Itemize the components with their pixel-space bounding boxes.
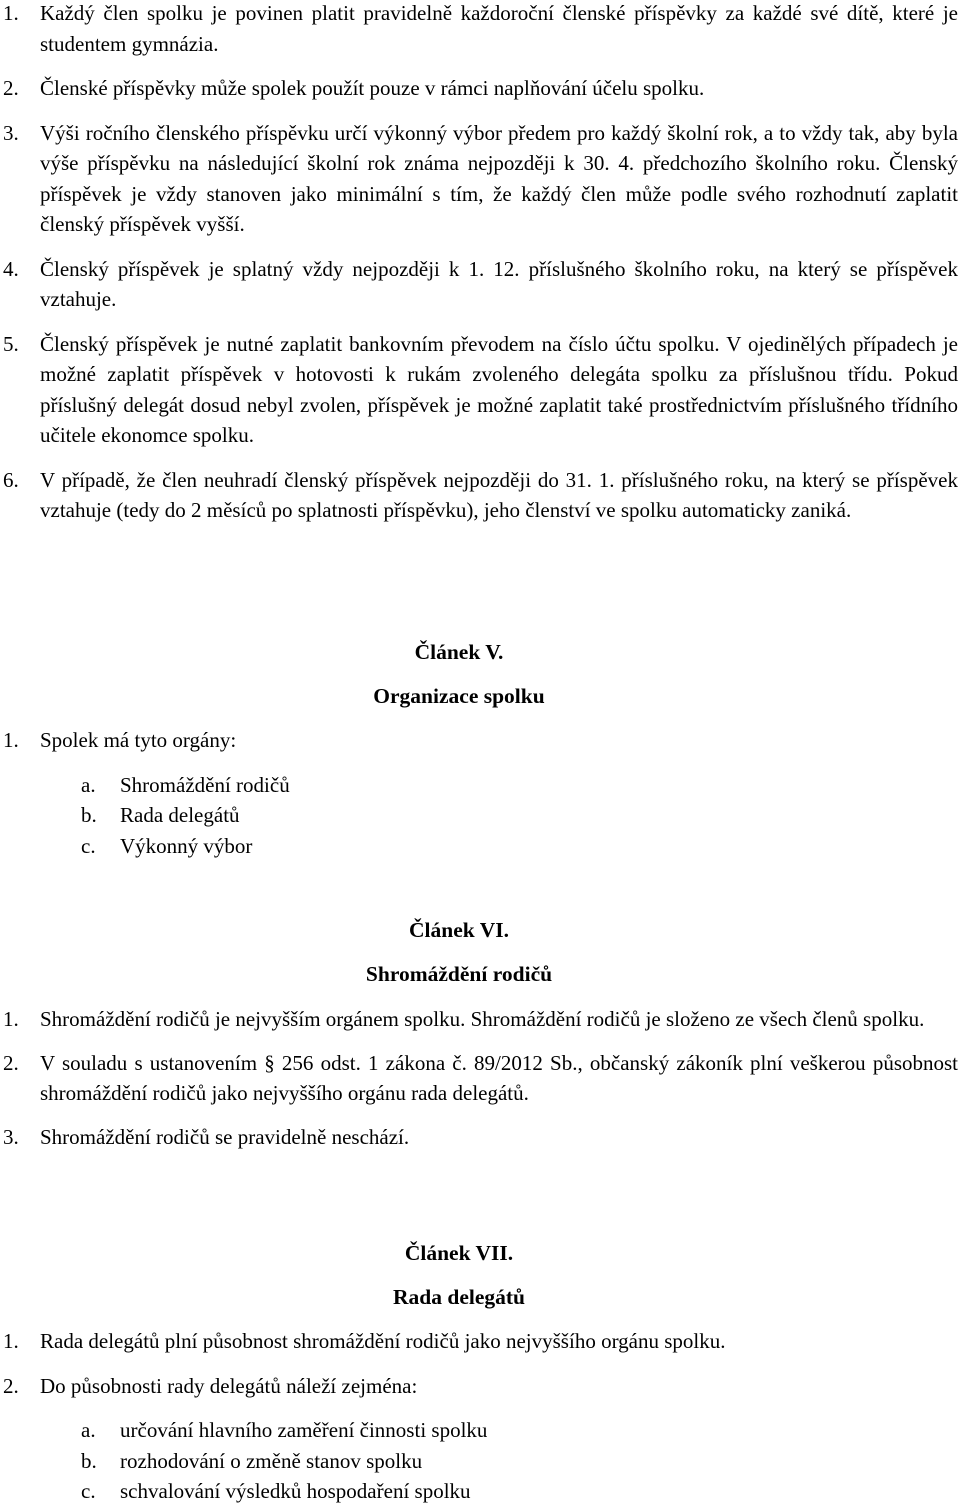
sub-list-item: [0, 1476, 958, 1507]
fees-list: [0, 0, 958, 526]
article-v-heading: Článek V.: [414, 640, 504, 664]
article-vi-heading: Článek VI.: [409, 918, 509, 942]
item-number: 6.: [3, 467, 19, 492]
sub-item-letter: a.: [81, 772, 96, 797]
item-text: Výši ročního členského příspěvku určí výkonný výbor předem pro každý školní rok, a to vždy tak, aby byla výše příspěvku na následující školní rok známa nejpozději k 30. 4. předchozího školního roku. Členský příspěvek je vždy stanoven jako minimální s tím, že každý člen může podle svého rozhodnutí zaplatit členský příspěvek vyšší.: [40, 120, 958, 236]
item-text: V případě, že člen neuhradí členský příspěvek nejpozději do 31. 1. příslušného roku, na který se příspěvek vztahuje (tedy do 2 měsíců po splatnosti příspěvku), jeho členství ve spolku automaticky zaniká.: [40, 467, 958, 522]
list-item: [0, 1371, 958, 1402]
council-list: [0, 1326, 958, 1507]
list-item: [0, 1326, 958, 1357]
sub-item-letter: a.: [81, 1418, 96, 1442]
article-v-title: Organizace spolku: [373, 684, 545, 708]
sub-list-item: [0, 831, 958, 862]
list-item: [0, 1048, 958, 1109]
item-number: 5.: [3, 331, 19, 356]
organs-sublist: [0, 770, 958, 862]
list-item: [0, 118, 958, 240]
sub-item-letter: b.: [81, 803, 97, 827]
sub-item-text: Shromáždění rodičů: [120, 772, 290, 797]
assembly-list: [0, 1004, 958, 1152]
sub-item-text: schvalování výsledků hospodaření spolku: [120, 1479, 471, 1503]
sub-item-text: rozhodování o změně stanov spolku: [120, 1448, 423, 1473]
item-text: Členský příspěvek je nutné zaplatit bankovním převodem na číslo účtu spolku. V ojedinělých případech je možné zaplatit příspěvek v hotovosti k rukám zvoleného delegáta spolku za příslušnou třídu. Pokud příslušný delegát dosud nebyl zvolen, příspěvek je možné zaplatit také prostřednictvím příslušného třídního učitele ekonomce spolku.: [40, 331, 958, 447]
sub-item-letter: b.: [81, 1448, 97, 1473]
sub-list-item: [0, 1415, 958, 1446]
sub-list-item: [0, 770, 958, 801]
item-text: Rada delegátů plní působnost shromáždění rodičů jako nejvyššího orgánu spolku.: [40, 1329, 726, 1353]
item-text: V souladu s ustanovením § 256 odst. 1 zákona č. 89/2012 Sb., občanský zákoník plní veškerou působnost shromáždění rodičů jako nejvyššího orgánu rada delegátů.: [40, 1050, 958, 1105]
item-text: Spolek má tyto orgány:: [40, 728, 237, 752]
article-vii-heading: Článek VII.: [404, 1241, 514, 1265]
item-number: 1.: [3, 728, 19, 752]
item-text: Členský příspěvek je splatný vždy nejpozději k 1. 12. příslušného školního roku, na který se příspěvek vztahuje.: [40, 256, 958, 311]
list-item: [0, 329, 958, 451]
sub-list-item: [0, 1446, 958, 1477]
item-number: 1.: [3, 1, 19, 25]
item-number: 1.: [3, 1007, 19, 1031]
item-number: 1.: [3, 1329, 19, 1353]
item-text: Shromáždění rodičů je nejvyšším orgánem spolku. Shromáždění rodičů je složeno ze všech členů spolku.: [40, 1007, 925, 1031]
sub-item-text: určování hlavního zaměření činnosti spolku: [120, 1418, 488, 1442]
item-number: 3.: [3, 120, 19, 145]
item-text: Do působnosti rady delegátů náleží zejména:: [40, 1373, 418, 1398]
article-vii-title: Rada delegátů: [393, 1285, 525, 1309]
list-item: [0, 0, 958, 59]
item-number: 2.: [3, 76, 19, 100]
sub-item-letter: c.: [81, 833, 96, 858]
list-item: [0, 725, 958, 756]
council-sublist: [0, 1415, 958, 1507]
item-number: 3.: [3, 1124, 19, 1149]
organs-list: [0, 725, 958, 861]
list-item: [0, 1004, 958, 1035]
item-number: 2.: [3, 1373, 19, 1398]
sub-item-text: Rada delegátů: [120, 803, 240, 827]
item-text: Každý člen spolku je povinen platit pravidelně každoroční členské příspěvky za každé své dítě, které je studentem gymnázia.: [40, 1, 958, 56]
list-item: [0, 1122, 958, 1153]
sub-item-letter: c.: [81, 1479, 96, 1503]
item-text: Členské příspěvky může spolek použít pouze v rámci naplňování účelu spolku.: [40, 76, 705, 100]
sub-item-text: Výkonný výbor: [120, 833, 253, 858]
list-item: [0, 465, 958, 526]
item-text: Shromáždění rodičů se pravidelně neschází.: [40, 1124, 410, 1149]
sub-list-item: [0, 800, 958, 831]
list-item: [0, 254, 958, 315]
item-number: 4.: [3, 256, 19, 281]
list-item: [0, 73, 958, 104]
article-vi-title: Shromáždění rodičů: [365, 962, 553, 986]
item-number: 2.: [3, 1050, 19, 1075]
